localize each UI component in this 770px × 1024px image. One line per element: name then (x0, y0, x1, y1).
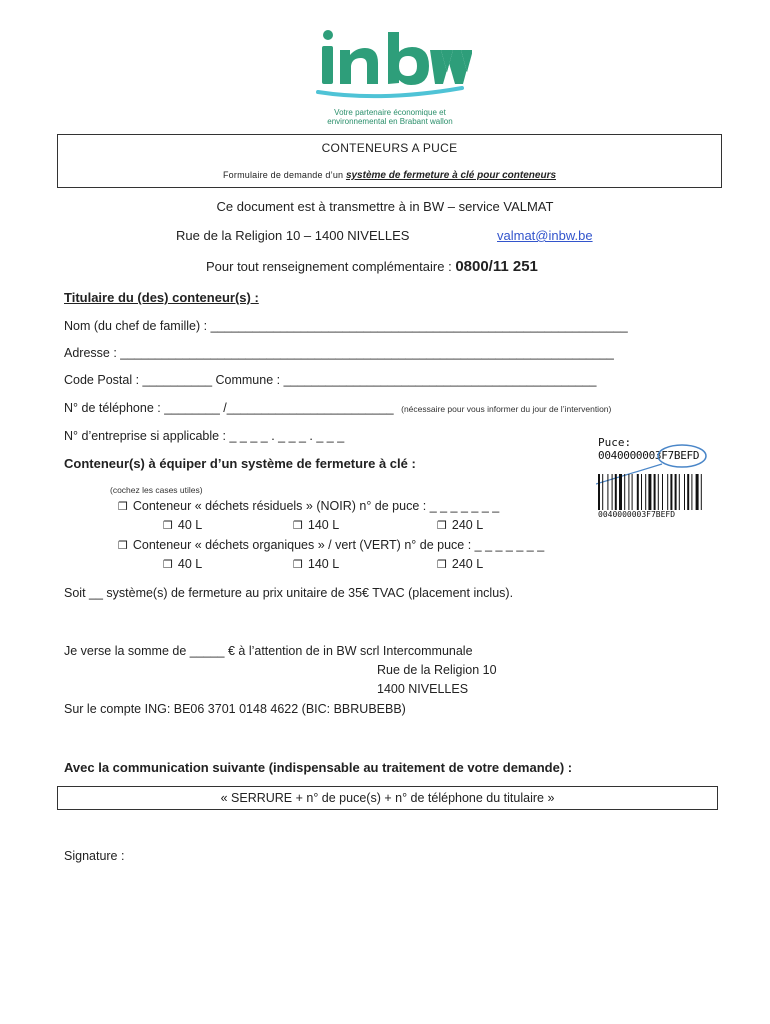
containers-note: (cochez les cases utiles) (110, 485, 203, 495)
account-line: Sur le compte ING: BE06 3701 0148 4622 (BIC: BBRUBEBB) (64, 702, 406, 716)
barcode-text: 0040000003F7BEFD (598, 510, 676, 519)
logo-tagline (320, 108, 460, 126)
checkbox-icon: ❒ (293, 559, 303, 571)
size-label: 140 L (307, 557, 340, 571)
form-subtitle (58, 169, 721, 181)
inbw-logo (312, 28, 472, 128)
payment-address-1: Rue de la Religion 10 (377, 663, 497, 677)
phone-field[interactable]: N° de téléphone : ________ /________________________ (64, 401, 394, 415)
phone-field-row (64, 401, 611, 415)
address-field[interactable]: Adresse : _______________________________________________________________________ (64, 346, 614, 360)
transmit-line: Ce document est à transmettre à in BW – service VALMAT (216, 199, 554, 214)
chip-example-image (596, 436, 740, 524)
residual-size-240[interactable] (437, 518, 483, 532)
residual-checkbox[interactable]: ❒ (118, 501, 128, 513)
checkbox-icon: ❒ (163, 559, 173, 571)
checkbox-icon: ❒ (437, 520, 447, 532)
info-line (206, 258, 538, 275)
address-line: Rue de la Religion 10 – 1400 NIVELLES (176, 228, 410, 243)
signature-label: Signature : (64, 849, 125, 863)
residual-size-40[interactable] (163, 518, 202, 532)
checkbox-icon: ❒ (163, 520, 173, 532)
organic-size-40[interactable] (163, 557, 202, 571)
size-label: 240 L (451, 557, 484, 571)
name-field[interactable]: Nom (du chef de famille) : ____________________________________________________________ (64, 319, 628, 333)
phone-note: (nécessaire pour vous informer du jour de l’intervention) (401, 404, 612, 414)
form-title: CONTENEURS A PUCE (321, 141, 458, 155)
organic-row (118, 538, 544, 552)
info-phone: 0800/11 251 (455, 258, 538, 275)
subtitle-emphasis: système de fermeture à clé pour conteneurs (345, 170, 557, 181)
organic-size-140[interactable] (293, 557, 339, 571)
chip-code: 0040000003F7BEFD (598, 449, 700, 462)
chip-label: Puce: (598, 436, 632, 449)
size-label: 140 L (307, 518, 340, 532)
residual-label: Conteneur « déchets résiduels » (NOIR) n° de puce : _ _ _ _ _ _ _ (132, 499, 500, 513)
size-label: 40 L (177, 557, 203, 571)
size-label: 40 L (177, 518, 203, 532)
inbw-logo-mark (312, 28, 472, 108)
residual-row (118, 499, 499, 513)
logo-tagline-line1: Votre partenaire économique et (334, 108, 446, 117)
subtitle-prefix: Formulaire de demande d’un (222, 170, 346, 180)
info-prefix: Pour tout renseignement complémentaire : (206, 259, 456, 274)
postal-commune-field[interactable]: Code Postal : __________ Commune : _____________________________________________ (64, 373, 597, 387)
company-number-field[interactable]: N° d’entreprise si applicable : _ _ _ _ . _ _ _ . _ _ _ (64, 429, 345, 443)
title-box (57, 134, 722, 188)
checkbox-icon: ❒ (437, 559, 447, 571)
organic-label: Conteneur « déchets organiques » / vert (VERT) n° de puce : _ _ _ _ _ _ _ (132, 538, 545, 552)
residual-size-140[interactable] (293, 518, 339, 532)
price-line: Soit __ système(s) de fermeture au prix unitaire de 35€ TVAC (placement inclus). (64, 586, 514, 600)
payment-address-2: 1400 NIVELLES (377, 682, 469, 696)
containers-heading: Conteneur(s) à équiper d’un système de fermeture à clé : (64, 456, 416, 471)
checkbox-icon: ❒ (293, 520, 303, 532)
organic-checkbox[interactable]: ❒ (118, 540, 128, 552)
communication-box: « SERRURE + n° de puce(s) + n° de téléphone du titulaire » (57, 786, 718, 810)
organic-size-240[interactable] (437, 557, 483, 571)
size-label: 240 L (451, 518, 484, 532)
payment-line: Je verse la somme de _____ € à l’attention de in BW scrl Intercommunale (64, 644, 473, 658)
communication-heading: Avec la communication suivante (indispensable au traitement de votre demande) : (64, 760, 573, 775)
holder-heading: Titulaire du (des) conteneur(s) : (64, 290, 259, 305)
email-link[interactable]: valmat@inbw.be (497, 228, 593, 243)
logo-tagline-line2: environnemental en Brabant wallon (327, 117, 453, 126)
barcode-icon (598, 474, 736, 512)
